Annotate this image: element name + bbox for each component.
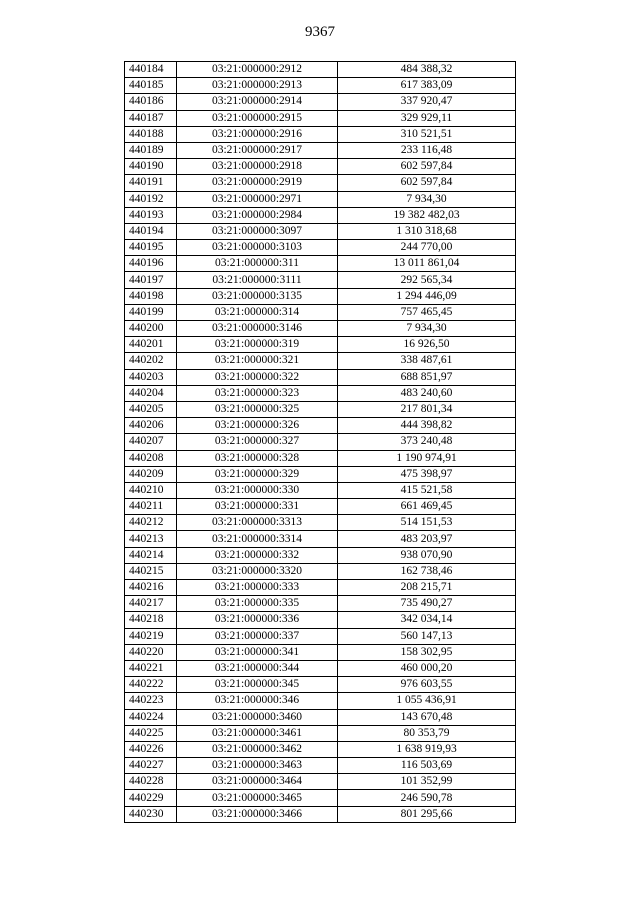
row-number-cell: 440200 bbox=[125, 321, 177, 337]
row-number-cell: 440219 bbox=[125, 628, 177, 644]
cadastral-value-cell: 158 302,95 bbox=[338, 644, 516, 660]
cadastral-value-cell: 483 203,97 bbox=[338, 531, 516, 547]
cadastral-number-cell: 03:21:000000:3320 bbox=[177, 563, 338, 579]
row-number-cell: 440186 bbox=[125, 94, 177, 110]
row-number-cell: 440221 bbox=[125, 660, 177, 676]
cadastral-value-cell: 661 469,45 bbox=[338, 499, 516, 515]
cadastral-number-cell: 03:21:000000:331 bbox=[177, 499, 338, 515]
cadastral-number-cell: 03:21:000000:319 bbox=[177, 337, 338, 353]
cadastral-value-cell: 602 597,84 bbox=[338, 175, 516, 191]
cadastral-value-cell: 143 670,48 bbox=[338, 709, 516, 725]
cadastral-number-cell: 03:21:000000:2912 bbox=[177, 62, 338, 78]
page-number: 9367 bbox=[305, 24, 335, 40]
row-number-cell: 440230 bbox=[125, 806, 177, 822]
table-row bbox=[125, 110, 516, 126]
row-number-cell: 440227 bbox=[125, 758, 177, 774]
cadastral-number-cell: 03:21:000000:2919 bbox=[177, 175, 338, 191]
cadastral-value-cell: 208 215,71 bbox=[338, 580, 516, 596]
row-number-cell: 440191 bbox=[125, 175, 177, 191]
row-number-cell: 440216 bbox=[125, 580, 177, 596]
row-number-cell: 440198 bbox=[125, 288, 177, 304]
cadastral-value-cell: 329 929,11 bbox=[338, 110, 516, 126]
row-number-cell: 440210 bbox=[125, 482, 177, 498]
cadastral-value-cell: 19 382 482,03 bbox=[338, 207, 516, 223]
cadastral-number-cell: 03:21:000000:3103 bbox=[177, 240, 338, 256]
cadastral-value-cell: 1 055 436,91 bbox=[338, 693, 516, 709]
cadastral-number-cell: 03:21:000000:2916 bbox=[177, 126, 338, 142]
table-row bbox=[125, 418, 516, 434]
row-number-cell: 440211 bbox=[125, 499, 177, 515]
cadastral-value-cell: 244 770,00 bbox=[338, 240, 516, 256]
cadastral-number-cell: 03:21:000000:3314 bbox=[177, 531, 338, 547]
cadastral-number-cell: 03:21:000000:332 bbox=[177, 547, 338, 563]
cadastral-number-cell: 03:21:000000:3146 bbox=[177, 321, 338, 337]
cadastral-value-cell: 444 398,82 bbox=[338, 418, 516, 434]
table-row bbox=[125, 660, 516, 676]
row-number-cell: 440209 bbox=[125, 466, 177, 482]
cadastral-value-cell: 801 295,66 bbox=[338, 806, 516, 822]
row-number-cell: 440184 bbox=[125, 62, 177, 78]
table-row bbox=[125, 628, 516, 644]
table-row bbox=[125, 709, 516, 725]
cadastral-value-cell: 1 294 446,09 bbox=[338, 288, 516, 304]
cadastral-value-cell: 101 352,99 bbox=[338, 774, 516, 790]
row-number-cell: 440215 bbox=[125, 563, 177, 579]
row-number-cell: 440199 bbox=[125, 304, 177, 320]
row-number-cell: 440196 bbox=[125, 256, 177, 272]
cadastral-value-cell: 162 738,46 bbox=[338, 563, 516, 579]
cadastral-value-cell: 16 926,50 bbox=[338, 337, 516, 353]
table-row bbox=[125, 547, 516, 563]
table-body bbox=[125, 62, 516, 823]
cadastral-value-cell: 373 240,48 bbox=[338, 434, 516, 450]
table-row bbox=[125, 385, 516, 401]
table-row bbox=[125, 353, 516, 369]
cadastral-number-cell: 03:21:000000:345 bbox=[177, 677, 338, 693]
cadastral-number-cell: 03:21:000000:3463 bbox=[177, 758, 338, 774]
table-row bbox=[125, 677, 516, 693]
row-number-cell: 440188 bbox=[125, 126, 177, 142]
cadastral-value-cell: 233 116,48 bbox=[338, 142, 516, 158]
cadastral-value-cell: 1 638 919,93 bbox=[338, 741, 516, 757]
table-row bbox=[125, 94, 516, 110]
cadastral-value-cell: 484 388,32 bbox=[338, 62, 516, 78]
table-row bbox=[125, 304, 516, 320]
table-row bbox=[125, 159, 516, 175]
table-row bbox=[125, 207, 516, 223]
cadastral-value-cell: 13 011 861,04 bbox=[338, 256, 516, 272]
cadastral-number-cell: 03:21:000000:337 bbox=[177, 628, 338, 644]
table-row bbox=[125, 434, 516, 450]
cadastral-number-cell: 03:21:000000:3464 bbox=[177, 774, 338, 790]
cadastral-number-cell: 03:21:000000:333 bbox=[177, 580, 338, 596]
row-number-cell: 440224 bbox=[125, 709, 177, 725]
row-number-cell: 440192 bbox=[125, 191, 177, 207]
table-row bbox=[125, 515, 516, 531]
row-number-cell: 440185 bbox=[125, 78, 177, 94]
row-number-cell: 440217 bbox=[125, 596, 177, 612]
row-number-cell: 440213 bbox=[125, 531, 177, 547]
table-row bbox=[125, 741, 516, 757]
cadastral-value-cell: 560 147,13 bbox=[338, 628, 516, 644]
table-row bbox=[125, 175, 516, 191]
cadastral-number-cell: 03:21:000000:3097 bbox=[177, 223, 338, 239]
cadastral-value-cell: 415 521,58 bbox=[338, 482, 516, 498]
cadastral-value-cell: 80 353,79 bbox=[338, 725, 516, 741]
cadastral-value-cell: 342 034,14 bbox=[338, 612, 516, 628]
cadastral-number-cell: 03:21:000000:328 bbox=[177, 450, 338, 466]
row-number-cell: 440187 bbox=[125, 110, 177, 126]
cadastral-number-cell: 03:21:000000:2913 bbox=[177, 78, 338, 94]
row-number-cell: 440195 bbox=[125, 240, 177, 256]
cadastral-number-cell: 03:21:000000:322 bbox=[177, 369, 338, 385]
table-row bbox=[125, 758, 516, 774]
row-number-cell: 440214 bbox=[125, 547, 177, 563]
table-row bbox=[125, 272, 516, 288]
cadastral-number-cell: 03:21:000000:3460 bbox=[177, 709, 338, 725]
table-row bbox=[125, 774, 516, 790]
cadastral-number-cell: 03:21:000000:323 bbox=[177, 385, 338, 401]
cadastral-value-cell: 116 503,69 bbox=[338, 758, 516, 774]
table-row bbox=[125, 693, 516, 709]
row-number-cell: 440190 bbox=[125, 159, 177, 175]
cadastral-number-cell: 03:21:000000:327 bbox=[177, 434, 338, 450]
table-row bbox=[125, 499, 516, 515]
row-number-cell: 440206 bbox=[125, 418, 177, 434]
cadastral-value-cell: 7 934,30 bbox=[338, 191, 516, 207]
cadastral-value-cell: 310 521,51 bbox=[338, 126, 516, 142]
row-number-cell: 440220 bbox=[125, 644, 177, 660]
cadastral-value-cell: 1 190 974,91 bbox=[338, 450, 516, 466]
table-row bbox=[125, 126, 516, 142]
row-number-cell: 440207 bbox=[125, 434, 177, 450]
row-number-cell: 440228 bbox=[125, 774, 177, 790]
row-number-cell: 440226 bbox=[125, 741, 177, 757]
table-row bbox=[125, 806, 516, 822]
table-row bbox=[125, 288, 516, 304]
cadastral-value-cell: 514 151,53 bbox=[338, 515, 516, 531]
cadastral-number-cell: 03:21:000000:2914 bbox=[177, 94, 338, 110]
table-row bbox=[125, 612, 516, 628]
cadastral-number-cell: 03:21:000000:2971 bbox=[177, 191, 338, 207]
table-row bbox=[125, 790, 516, 806]
table-row bbox=[125, 450, 516, 466]
cadastral-number-cell: 03:21:000000:2918 bbox=[177, 159, 338, 175]
table-row bbox=[125, 62, 516, 78]
row-number-cell: 440222 bbox=[125, 677, 177, 693]
cadastral-value-cell: 938 070,90 bbox=[338, 547, 516, 563]
cadastral-value-cell: 460 000,20 bbox=[338, 660, 516, 676]
cadastral-value-cell: 1 310 318,68 bbox=[338, 223, 516, 239]
cadastral-value-cell: 337 920,47 bbox=[338, 94, 516, 110]
table-row bbox=[125, 223, 516, 239]
cadastral-number-cell: 03:21:000000:3111 bbox=[177, 272, 338, 288]
cadastral-number-cell: 03:21:000000:2917 bbox=[177, 142, 338, 158]
cadastral-value-cell: 483 240,60 bbox=[338, 385, 516, 401]
cadastral-value-cell: 976 603,55 bbox=[338, 677, 516, 693]
row-number-cell: 440201 bbox=[125, 337, 177, 353]
cadastral-number-cell: 03:21:000000:314 bbox=[177, 304, 338, 320]
cadastral-value-cell: 338 487,61 bbox=[338, 353, 516, 369]
cadastral-number-cell: 03:21:000000:3466 bbox=[177, 806, 338, 822]
table-row bbox=[125, 725, 516, 741]
cadastral-value-cell: 292 565,34 bbox=[338, 272, 516, 288]
table-row bbox=[125, 401, 516, 417]
row-number-cell: 440204 bbox=[125, 385, 177, 401]
cadastral-number-cell: 03:21:000000:3462 bbox=[177, 741, 338, 757]
table-row bbox=[125, 337, 516, 353]
row-number-cell: 440197 bbox=[125, 272, 177, 288]
cadastral-number-cell: 03:21:000000:2915 bbox=[177, 110, 338, 126]
row-number-cell: 440189 bbox=[125, 142, 177, 158]
table-row bbox=[125, 191, 516, 207]
table-row bbox=[125, 78, 516, 94]
cadastral-value-cell: 7 934,30 bbox=[338, 321, 516, 337]
cadastral-number-cell: 03:21:000000:329 bbox=[177, 466, 338, 482]
cadastral-number-cell: 03:21:000000:2984 bbox=[177, 207, 338, 223]
cadastral-number-cell: 03:21:000000:3461 bbox=[177, 725, 338, 741]
table-row bbox=[125, 482, 516, 498]
row-number-cell: 440205 bbox=[125, 401, 177, 417]
row-number-cell: 440203 bbox=[125, 369, 177, 385]
cadastral-number-cell: 03:21:000000:344 bbox=[177, 660, 338, 676]
table-row bbox=[125, 240, 516, 256]
cadastral-number-cell: 03:21:000000:325 bbox=[177, 401, 338, 417]
cadastral-number-cell: 03:21:000000:321 bbox=[177, 353, 338, 369]
cadastral-value-cell: 757 465,45 bbox=[338, 304, 516, 320]
cadastral-number-cell: 03:21:000000:346 bbox=[177, 693, 338, 709]
cadastral-value-cell: 688 851,97 bbox=[338, 369, 516, 385]
cadastral-value-cell: 735 490,27 bbox=[338, 596, 516, 612]
cadastral-value-cell: 617 383,09 bbox=[338, 78, 516, 94]
table-row bbox=[125, 644, 516, 660]
cadastral-number-cell: 03:21:000000:335 bbox=[177, 596, 338, 612]
cadastral-number-cell: 03:21:000000:3313 bbox=[177, 515, 338, 531]
cadastral-value-cell: 475 398,97 bbox=[338, 466, 516, 482]
table-row bbox=[125, 466, 516, 482]
cadastral-number-cell: 03:21:000000:3135 bbox=[177, 288, 338, 304]
cadastral-value-cell: 217 801,34 bbox=[338, 401, 516, 417]
table-row bbox=[125, 580, 516, 596]
table-row bbox=[125, 369, 516, 385]
row-number-cell: 440218 bbox=[125, 612, 177, 628]
row-number-cell: 440194 bbox=[125, 223, 177, 239]
table-row bbox=[125, 256, 516, 272]
row-number-cell: 440223 bbox=[125, 693, 177, 709]
row-number-cell: 440202 bbox=[125, 353, 177, 369]
table-row bbox=[125, 596, 516, 612]
cadastral-number-cell: 03:21:000000:311 bbox=[177, 256, 338, 272]
row-number-cell: 440208 bbox=[125, 450, 177, 466]
row-number-cell: 440212 bbox=[125, 515, 177, 531]
cadastral-value-cell: 602 597,84 bbox=[338, 159, 516, 175]
cadastral-value-cell: 246 590,78 bbox=[338, 790, 516, 806]
table-row bbox=[125, 563, 516, 579]
row-number-cell: 440229 bbox=[125, 790, 177, 806]
table-row bbox=[125, 321, 516, 337]
cadastral-value-table bbox=[124, 61, 516, 823]
cadastral-number-cell: 03:21:000000:330 bbox=[177, 482, 338, 498]
table-row bbox=[125, 142, 516, 158]
row-number-cell: 440225 bbox=[125, 725, 177, 741]
table-row bbox=[125, 531, 516, 547]
row-number-cell: 440193 bbox=[125, 207, 177, 223]
cadastral-number-cell: 03:21:000000:336 bbox=[177, 612, 338, 628]
cadastral-number-cell: 03:21:000000:326 bbox=[177, 418, 338, 434]
cadastral-number-cell: 03:21:000000:3465 bbox=[177, 790, 338, 806]
cadastral-number-cell: 03:21:000000:341 bbox=[177, 644, 338, 660]
